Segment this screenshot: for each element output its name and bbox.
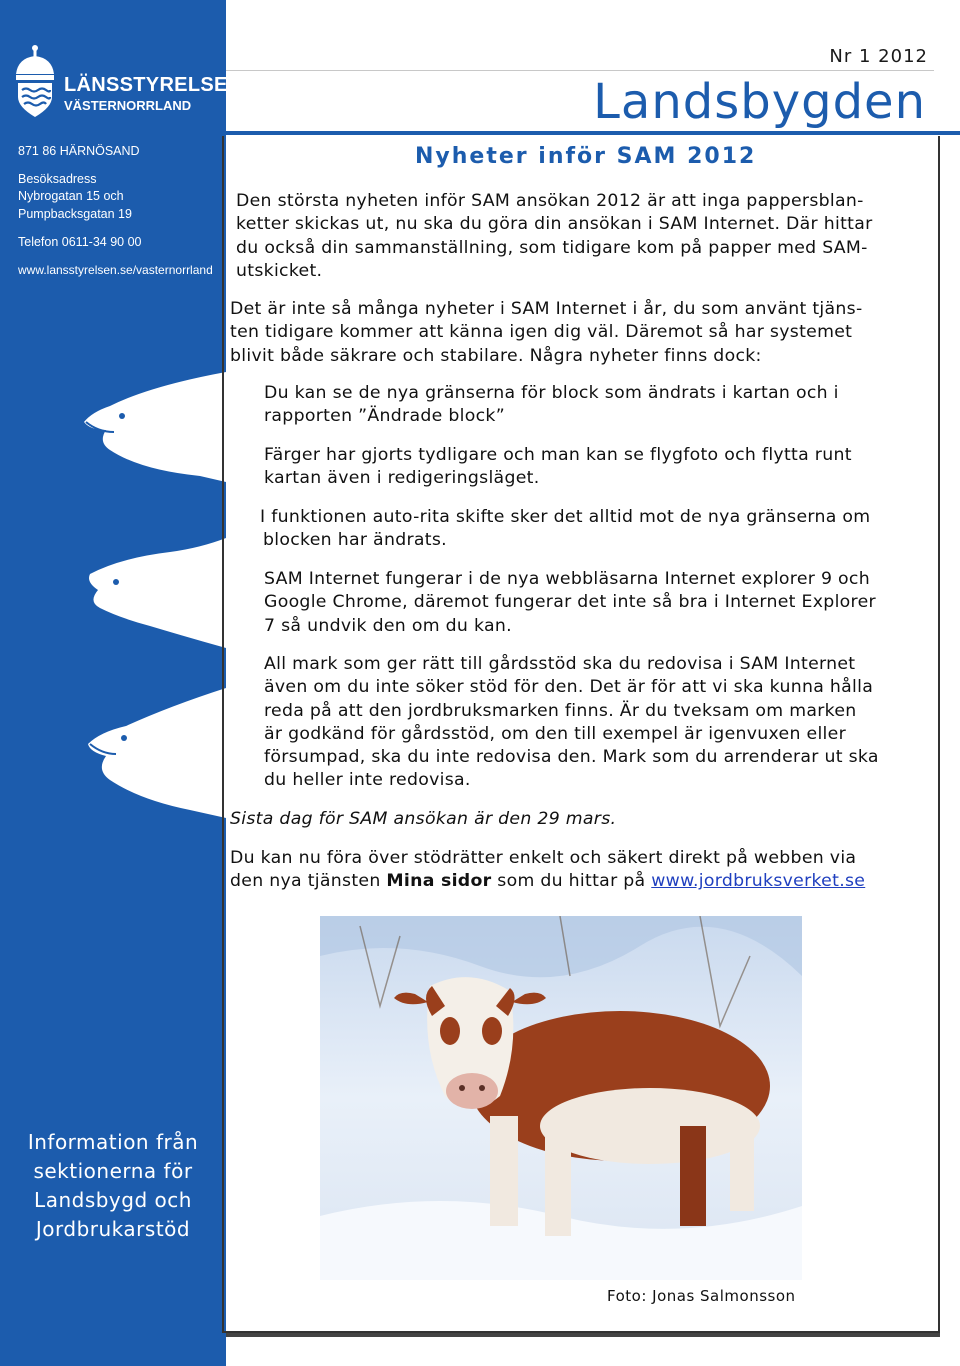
news-item bbox=[264, 568, 876, 638]
cow-photo bbox=[320, 916, 802, 1280]
text-line: 7 så undvik den om du kan. bbox=[264, 615, 512, 636]
news-paragraph bbox=[230, 298, 863, 368]
top-rule bbox=[226, 70, 934, 71]
text-line: All mark som ger rätt till gårdsstöd ska du redovisa i SAM Internet bbox=[264, 654, 856, 674]
text-line: blocken har ändrats. bbox=[263, 530, 447, 551]
text-line: försumpad, ska du inte redovisa den. Mark som du arrenderar ut ska bbox=[264, 747, 879, 768]
text-line: rapporten ”Ändrade block” bbox=[264, 406, 505, 427]
issue-number: Nr 1 2012 bbox=[829, 46, 928, 67]
text-line: Google Chrome, däremot fungerar det inte så bra i Internet Explorer bbox=[264, 592, 876, 613]
masthead-rule bbox=[226, 131, 960, 135]
visit-address-line1: Nybrogatan 15 och bbox=[18, 189, 124, 203]
fish-head-icon bbox=[80, 688, 226, 818]
sidebar-info-line: Jordbrukarstöd bbox=[35, 1217, 191, 1241]
text-line: även om du inte söker stöd för den. Det är för att vi ska kunna hålla bbox=[264, 677, 874, 698]
fish-head-icon bbox=[80, 538, 226, 648]
logo-subtitle: VÄSTERNORRLAND bbox=[64, 98, 192, 113]
text-line: I funktionen auto-rita skifte sker det alltid mot de nya gränserna om bbox=[260, 507, 871, 527]
sidebar bbox=[0, 0, 243, 1366]
crown-logo-icon bbox=[12, 44, 58, 124]
fish-head-icon bbox=[80, 372, 226, 482]
sidebar-info-line: Information från bbox=[27, 1130, 199, 1154]
intro-paragraph bbox=[236, 190, 873, 283]
postal-address: 871 86 HÄRNÖSAND bbox=[18, 144, 140, 158]
sidebar-info-line: sektionerna för bbox=[33, 1159, 193, 1183]
jordbruksverket-link[interactable]: www.jordbruksverket.se bbox=[651, 871, 866, 892]
text-line: reda på att den jordbruksmarken finns. Är du tveksam om marken bbox=[264, 700, 857, 721]
sidebar-info-block bbox=[18, 1128, 208, 1244]
text-line: du heller inte redovisa. bbox=[264, 770, 471, 791]
text-line bbox=[230, 870, 865, 893]
text-line: SAM Internet fungerar i de nya webbläsarna Internet explorer 9 och bbox=[264, 569, 870, 589]
news-item bbox=[264, 382, 839, 429]
text-line: är godkänd för gårdsstöd, om den till exempel är igenvuxen eller bbox=[264, 723, 846, 744]
text-line: du också din sammanställning, som tidigare kom på papper med SAM- bbox=[236, 237, 868, 258]
sidebar-info-line: Landsbygd och bbox=[34, 1188, 192, 1212]
text-line: kartan även i redigeringsläget. bbox=[264, 468, 540, 489]
text-line: ten tidigare kommer att känna igen dig väl. Däremot så har systemet bbox=[230, 322, 853, 343]
news-item bbox=[260, 506, 870, 553]
frame-shadow bbox=[226, 1333, 940, 1337]
text-line: Den största nyheten inför SAM ansökan 2012 är att inga pappersblan- bbox=[236, 191, 864, 211]
mina-sidor-label: Mina sidor bbox=[386, 871, 492, 892]
logo-name: LÄNSSTYRELSEN bbox=[64, 74, 243, 96]
photo-caption: Foto: Jonas Salmonsson bbox=[607, 1287, 796, 1305]
text-line: Färger har gjorts tydligare och man kan se flygfoto och flytta runt bbox=[264, 445, 852, 465]
mina-sidor-paragraph bbox=[230, 847, 865, 894]
website-link[interactable]: www.lansstyrelsen.se/vasternorrland bbox=[18, 263, 213, 277]
visit-label: Besöksadress bbox=[18, 172, 97, 186]
article-headline: Nyheter inför SAM 2012 bbox=[415, 144, 757, 169]
text-line: Du kan nu föra över stödrätter enkelt och säkert direkt på webben via bbox=[230, 848, 857, 868]
text-line: utskicket. bbox=[236, 260, 323, 281]
text-span: som du hittar på bbox=[491, 871, 652, 892]
text-line: Du kan se de nya gränserna för block som ändrats i kartan och i bbox=[264, 383, 839, 403]
text-line: Det är inte så många nyheter i SAM Internet i år, du som använt tjäns- bbox=[230, 299, 863, 319]
text-line: ketter skickas ut, nu ska du göra din ansökan i SAM Internet. Där hittar bbox=[236, 214, 873, 235]
phone: Telefon 0611-34 90 00 bbox=[18, 235, 142, 249]
text-span: den nya tjänsten bbox=[230, 871, 387, 892]
text-line: blivit både säkrare och stabilare. Några nyheter finns dock: bbox=[230, 345, 762, 366]
masthead-title: Landsbygden bbox=[593, 74, 926, 130]
news-item bbox=[264, 653, 879, 793]
visit-address-line2: Pumpbacksgatan 19 bbox=[18, 207, 132, 221]
deadline-note: Sista dag för SAM ansökan är den 29 mars. bbox=[230, 809, 617, 829]
news-item bbox=[264, 444, 852, 491]
